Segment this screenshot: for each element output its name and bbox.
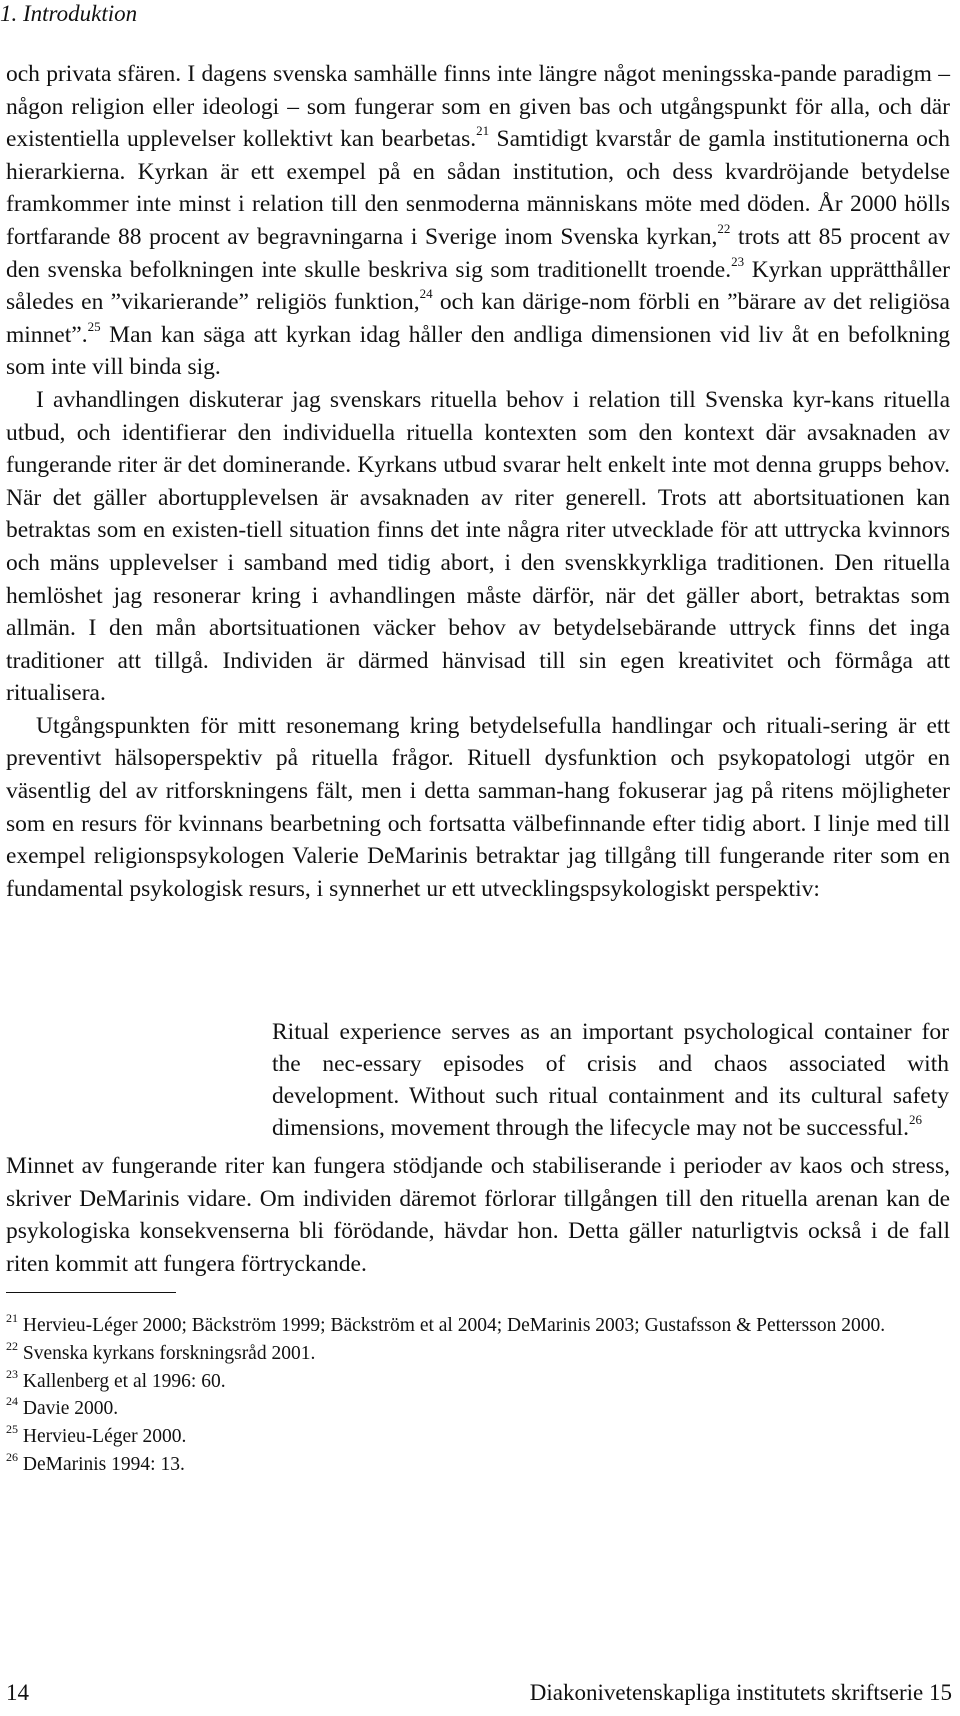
footnote-ref-21[interactable]: 21 [476, 123, 490, 139]
footnotes [6, 1312, 950, 1479]
footnote-ref-24[interactable]: 24 [419, 286, 433, 302]
paragraph-text: och privata sfären. I dagens svenska samhälle finns inte längre något meningsska-pande paradigm – någon religion eller ideologi – som fungerar som en given bas och utgångspunkt för alla, och där existentiella upplevelser kollektivt kan bearbetas. [6, 61, 950, 153]
series-title: Diakonivetenskapliga institutets skriftserie 15 [529, 1680, 952, 1705]
paragraph-2: I avhandlingen diskuterar jag svenskars rituella behov i relation till Svenska kyr-kans rituella utbud, och identifierar den individuella rituella kontexten som den kontext där avsaknaden av fungerande riter är det dominerande. Kyrkans utbud svarar helt enkelt inte mot denna grupps behov. När det gäller abortupplevelsen är avsaknaden av riter generell. Trots att abortsituationen kan betraktas som en existen-tiell situation finns det inte några riter utvecklade för att uttrycka kvinnors och mäns upplevelser i samband med tidig abort, i den svenskkyrkliga traditionen. Den rituella hemlöshet jag resonerar kring i avhandlingen måste därför, när det gäller abort, betraktas som allmän. I den mån abortsituationen väcker behov av betydelsebärande uttryck finns det inga traditioner att tillgå. Individen är därmed hänvisad till sin egen kreativitet och förmåga att ritualisera. [6, 386, 950, 707]
footnote-ref-26[interactable]: 26 [908, 1112, 922, 1127]
paragraph-text: Man kan säga att kyrkan idag håller den andliga dimensionen vid liv åt en befolkning som inte vill binda sig. [6, 321, 950, 381]
footnote-text: Hervieu-Léger 2000. [22, 1426, 187, 1448]
footnote-22 [6, 1340, 950, 1368]
footnote-number: 25 [6, 1422, 18, 1437]
page-number: 14 [6, 1680, 29, 1705]
footnote-divider [6, 1292, 176, 1293]
block-quote [272, 1016, 949, 1144]
footnote-ref-23[interactable]: 23 [731, 253, 745, 269]
footnote-ref-22[interactable]: 22 [717, 220, 731, 236]
footnote-number: 23 [6, 1366, 18, 1381]
footnote-number: 22 [6, 1338, 18, 1353]
footnote-23 [6, 1368, 950, 1396]
footnote-24 [6, 1395, 950, 1423]
footnote-text: DeMarinis 1994: 13. [22, 1453, 185, 1475]
footnote-text: Svenska kyrkans forskningsråd 2001. [22, 1342, 316, 1364]
quote-text: Ritual experience serves as an important psychological container for the nec-essary episodes of crisis and chaos associated with development. Without such ritual containment and its cultural safety dimensions, movement through the lifecycle may not be successful. [272, 1019, 949, 1141]
footnote-number: 21 [6, 1311, 18, 1325]
footnote-25 [6, 1423, 950, 1451]
footnote-text: Davie 2000. [22, 1398, 119, 1420]
paragraph-text: och kan därige-nom förbli en ”bärare av det religiösa minnet”. [6, 289, 950, 348]
paragraph-text: Samtidigt kvarstår de gamla institutionerna och hierarkierna. Kyrkan är ett exempel på en sådan institution, och dess kvardröjande betydelse framkommer inte minst i relation till den senmoderna människans möte med döden. År 2000 hölls fortfarande 88 procent av begravningarna i Sverige inom Svenska kyrkan, [6, 126, 951, 250]
paragraph-text: trots att 85 procent av den svenska befolkningen inte skulle beskriva sig som traditionellt troende. [6, 223, 950, 283]
paragraph-text: Kyrkan upprätthåller således en ”vikarierande” religiös funktion, [6, 256, 950, 316]
footnote-26 [6, 1451, 950, 1479]
footnote-text: Hervieu-Léger 2000; Bäckström 1999; Bäckström et al 2004; DeMarinis 2003; Gustafsson & Pettersson 2000. [22, 1315, 886, 1336]
footnote-text: Kallenberg et al 1996: 60. [22, 1370, 226, 1392]
paragraph-3: Utgångspunkten för mitt resonemang kring betydelsefulla handlingar och rituali-sering är ett preventivt hälsoperspektiv på rituella frågor. Rituell dysfunktion och psykopatologi utgör en väsentlig del av ritforskningens fält, men i detta samman-hang fokuserar jag på ritens möjligheter som en resurs för kvinnans bearbetning och fortsatta välbefinnande efter tidig abort. I linje med till exempel religionspsykologen Valerie DeMarinis betraktar jag tillgång till fungerande riter som en fundamental psykologisk resurs, i synnerhet ur ett utvecklingspsykologiskt perspektiv: [6, 712, 950, 902]
footnote-number: 24 [6, 1394, 18, 1409]
footnote-number: 26 [6, 1449, 18, 1464]
paragraph-4: Minnet av fungerande riter kan fungera stödjande och stabiliserande i perioder av kaos och stress, skriver DeMarinis vidare. Om individen däremot förlorar tillgången till den rituella arenan kan de psykologiska konsekvenserna bli förödande, hävdar hon. Detta gäller naturligtvis också i de fall riten kommit att fungera förtryckande. [6, 1153, 950, 1277]
footnote-21 [6, 1312, 950, 1340]
running-head: 1. Introduktion [0, 1, 138, 26]
footnote-ref-25[interactable]: 25 [87, 318, 101, 334]
paragraph-1 [6, 58, 950, 384]
main-text [6, 58, 950, 905]
